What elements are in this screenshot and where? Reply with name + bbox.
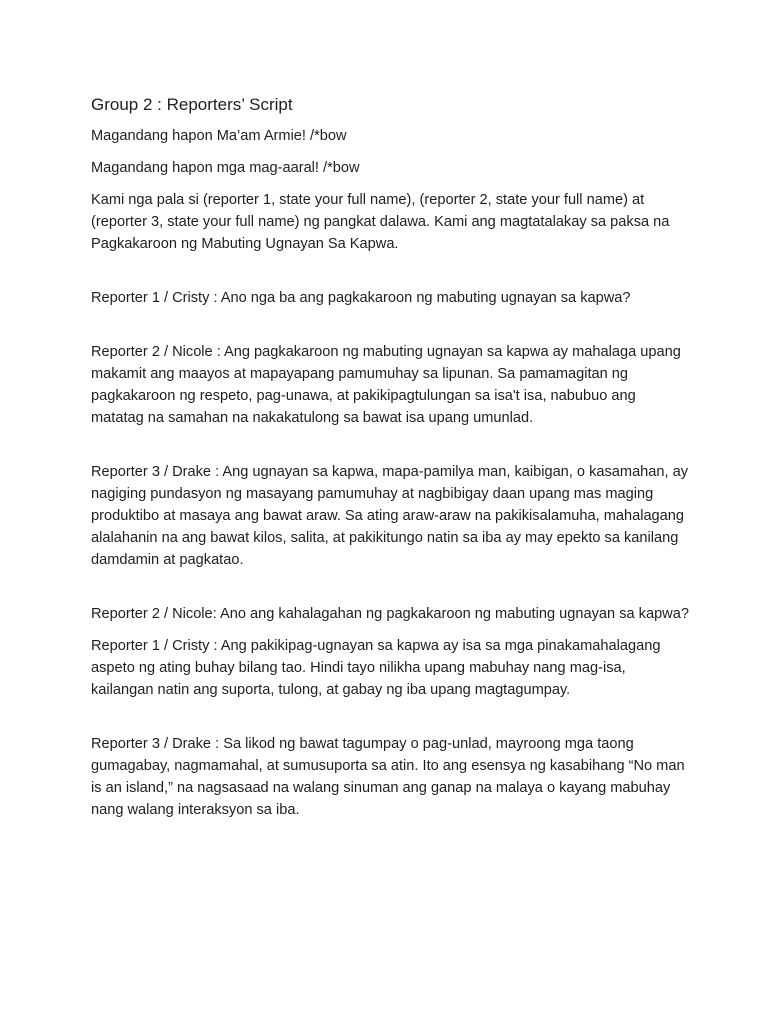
reporter-line: Reporter 1 / Cristy : Ano nga ba ang pagkakaroon ng mabuting ugnayan sa kapwa?: [91, 290, 631, 306]
greeting-students: Magandang hapon mga mag-aaral! /*bow: [91, 160, 360, 176]
paragraph-gap: [91, 711, 691, 733]
paragraph-gap: [91, 265, 691, 287]
paragraph-gap: [91, 319, 691, 341]
reporter-line: Reporter 3 / Drake : Ang ugnayan sa kapwa, mapa-pamilya man, kaibigan, o kasamahan, ay nagiging pundasyon ng masayang pamumuhay at nagbibigay daan upang mas maging produktibo at masaya ang bawat araw. Sa ating araw-araw na pakikisalamuha, mahalagang alalahanin na ang bawat kilos, salita, at pakikitungo natin sa iba ay may epekto sa kanilang damdamin at pagkatao.: [91, 464, 689, 568]
paragraph-gap: [91, 581, 691, 603]
reporter-line: Reporter 1 / Cristy : Ang pakikipag-ugnayan sa kapwa ay isa sa mga pinakamahalagang aspeto ng ating buhay bilang tao. Hindi tayo nilikha upang mabuhay nang mag-isa, kailangan natin ang suporta, tulong, at gabay ng iba upang magtagumpay.: [91, 638, 661, 698]
reporter-line: Reporter 2 / Nicole : Ang pagkakaroon ng mabuting ugnayan sa kapwa ay mahalaga upang makamit ang maayos at mapayapang pamumuhay sa lipunan. Sa pamamagitan ng pagkakaroon ng respeto, pag-unawa, at pakikipagtulungan sa isa't isa, nabubuo ang matatag na samahan na nakakatulong sa bawat isa upang umunlad.: [91, 344, 681, 426]
paragraph-gap: [91, 439, 691, 461]
introduction-paragraph: Kami nga pala si (reporter 1, state your full name), (reporter 2, state your full name) at (reporter 3, state your full name) ng pangkat dalawa. Kami ang magtatalakay sa paksa na Pagkakaroon ng Mabuting Ugnayan Sa Kapwa.: [91, 192, 670, 252]
reporter-line: Reporter 3 / Drake : Sa likod ng bawat tagumpay o pag-unlad, mayroong mga taong gumagabay, nagmamahal, at sumusuporta sa atin. Ito ang esensya ng kasabihang “No man is an island,” na nagsasaad na walang sinuman ang ganap na malaya o kayang mabuhay nang walang interaksyon sa iba.: [91, 736, 685, 818]
document-body: [91, 93, 691, 831]
reporter-line: Reporter 2 / Nicole: Ano ang kahalagahan ng pagkakaroon ng mabuting ugnayan sa kapwa?: [91, 606, 689, 622]
document-title: Group 2 : Reporters’ Script: [91, 95, 293, 114]
greeting-teacher: Magandang hapon Ma’am Armie! /*bow: [91, 128, 347, 144]
